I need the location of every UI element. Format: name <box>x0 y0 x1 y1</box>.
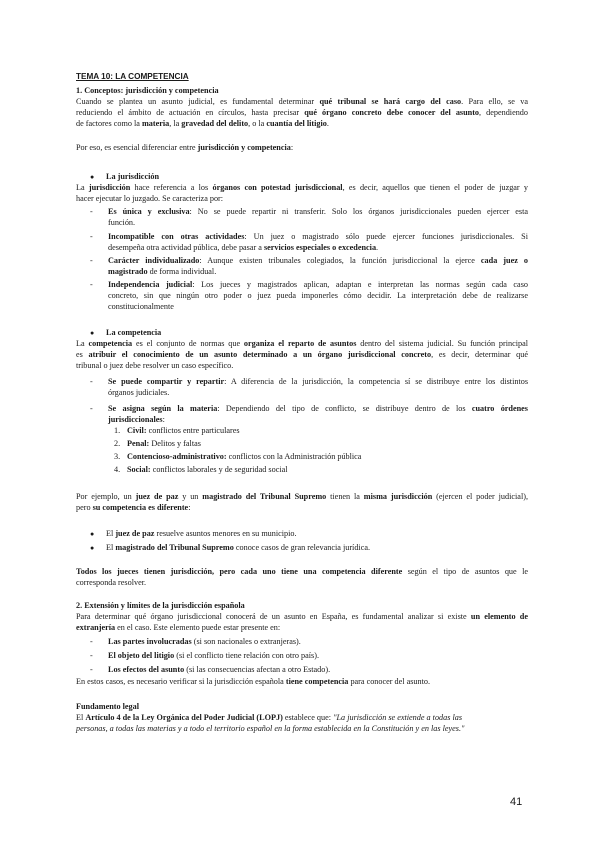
order-number: 3. <box>114 452 121 461</box>
s1-p1-line3: de factores como la materia, la gravedad del delito, o la cuantía del litigio. <box>76 119 329 128</box>
dash-marker: - <box>90 651 93 660</box>
dash-marker: - <box>90 404 93 413</box>
legal-line1: El Artículo 4 de la Ley Orgánica del Poder Judicial (LOPJ) establece que: "La jurisdicción se extiende a todas las <box>76 713 463 722</box>
bullet-dot-icon: ● <box>90 329 95 337</box>
order-civil: Civil: conflictos entre particulares <box>127 426 240 435</box>
section-1-heading: 1. Conceptos: jurisdicción y competencia <box>76 86 219 95</box>
s1-p1-line2: reduciendo el ámbito de actuación en círculos, hasta precisar qué órgano concreto debe conocer del asunto, dependiendo <box>76 108 528 117</box>
s1-p2: Por eso, es esencial diferenciar entre jurisdicción y competencia: <box>76 143 294 152</box>
example-line1: Por ejemplo, un juez de paz y un magistrado del Tribunal Supremo tienen la misma jurisdicción (ejercen el poder judicial), <box>76 492 528 501</box>
comp-item-2-line1: Se asigna según la materia: Dependiendo del tipo de conflicto, se distribuye dentro de los cuatro órdenes <box>108 404 528 413</box>
s2-item-2: El objeto del litigio (si el conflicto tiene relación con otro país). <box>108 651 320 660</box>
example-line2: pero su competencia es diferente: <box>76 503 191 512</box>
dash-marker: - <box>90 280 93 289</box>
juris-item-1-line1: Es única y exclusiva: No se puede repartir ni transferir. Solo los órganos jurisdiccionales pueden ejercer esta <box>108 207 528 216</box>
s2-item-1: Las partes involucradas (si son nacionales o extranjeras). <box>108 637 301 646</box>
order-social: Social: conflictos laborales y de seguridad social <box>127 465 288 474</box>
dash-marker: - <box>90 256 93 265</box>
juris-item-4-line2: concreto, sin que ningún otro poder o juez pueda imponerles cómo decidir. La interpretación debe de realizarse <box>108 291 528 300</box>
bullet-dot-icon: ● <box>90 173 95 181</box>
juris-item-3-line2: magistrado de forma individual. <box>108 267 217 276</box>
legal-line2: personas, a todas las materias y a todo el territorio español en la forma establecida en la Constitución y en las leyes." <box>76 724 465 733</box>
juris-item-2-line1: Incompatible con otras actividades: Un juez o magistrado sólo puede ejercer funciones jurisdiccionales. Si <box>108 232 528 241</box>
juris-intro-line1: La jurisdicción hace referencia a los órganos con potestad jurisdiccional, es decir, aquellos que tienen el poder de juzgar y <box>76 183 528 192</box>
order-number: 4. <box>114 465 121 474</box>
order-contencioso: Contencioso-administrativo: conflictos con la Administración pública <box>127 452 362 461</box>
bullet-dot-icon: ● <box>90 530 95 538</box>
juris-item-1-line2: función. <box>108 218 136 227</box>
comp-title: La competencia <box>106 328 162 337</box>
juris-item-4-line3: constitucionalmente <box>108 302 174 311</box>
dash-marker: - <box>90 377 93 386</box>
juris-item-4-line1: Independencia judicial: Los jueces y magistrados aplican, adaptan e interpretan las normas según cada caso <box>108 280 528 289</box>
doc-title: TEMA 10: LA COMPETENCIA <box>76 72 189 81</box>
s2-item-3: Los efectos del asunto (si las consecuencias afectan a otro Estado). <box>108 665 331 674</box>
order-penal: Penal: Delitos y faltas <box>127 439 201 448</box>
juris-intro-line2: hacer ejecutar lo juzgado. Se caracteriza por: <box>76 194 224 203</box>
dash-marker: - <box>90 665 93 674</box>
bullet-dot-icon: ● <box>90 544 95 552</box>
s2-closing: En estos casos, es necesario verificar si la jurisdicción española tiene competencia para conocer del asunto. <box>76 677 431 686</box>
conclusion-line1: Todos los jueces tienen jurisdicción, pero cada uno tiene una competencia diferente según el tipo de asuntos que le <box>76 567 528 576</box>
order-number: 2. <box>114 439 121 448</box>
comp-intro-line2: es atribuir el conocimiento de un asunto determinado a un órgano jurisdiccional concreto, es decir, determinar qué <box>76 350 528 359</box>
example-bullet-2: El magistrado del Tribunal Supremo conoce casos de gran relevancia jurídica. <box>106 543 371 552</box>
dash-marker: - <box>90 637 93 646</box>
conclusion-line2: corresponda resolver. <box>76 578 147 587</box>
comp-item-1-line1: Se puede compartir y repartir: A diferencia de la jurisdicción, la competencia sí se distribuye entre los distintos <box>108 377 529 386</box>
comp-item-2-line2: jurisdiccionales: <box>108 415 165 424</box>
juris-item-2-line2: desempeña otra actividad pública, debe pasar a servicios especiales o excedencia. <box>108 243 379 252</box>
dash-marker: - <box>90 232 93 241</box>
legal-heading: Fundamento legal <box>76 702 140 711</box>
section-2-heading: 2. Extensión y límites de la jurisdicción española <box>76 601 245 610</box>
s2-line1: Para determinar qué órgano jurisdiccional conocerá de un asunto en España, es fundamental analizar si existe un elemento de <box>76 612 528 621</box>
comp-intro-line1: La competencia es el conjunto de normas que organiza el reparto de asuntos dentro del sistema judicial. Su función principal <box>76 339 528 348</box>
page-number: 41 <box>510 796 523 808</box>
comp-intro-line3: tribunal o juez debe resolver un caso específico. <box>76 361 234 370</box>
juris-item-3-line1: Carácter individualizado: Aunque existen tribunales colegiados, la función jurisdiccional la ejerce cada juez o <box>108 256 528 265</box>
order-number: 1. <box>114 426 121 435</box>
s1-p1-line1: Cuando se plantea un asunto judicial, es fundamental determinar qué tribunal se hará cargo del caso. Para ello, se va <box>76 97 529 106</box>
juris-title: La jurisdicción <box>106 172 159 181</box>
example-bullet-1: El juez de paz resuelve asuntos menores en su municipio. <box>106 529 297 538</box>
s2-line2: extranjería en el caso. Este elemento puede estar presente en: <box>76 623 281 632</box>
comp-item-1-line2: órganos judiciales. <box>108 388 170 397</box>
dash-marker: - <box>90 207 93 216</box>
